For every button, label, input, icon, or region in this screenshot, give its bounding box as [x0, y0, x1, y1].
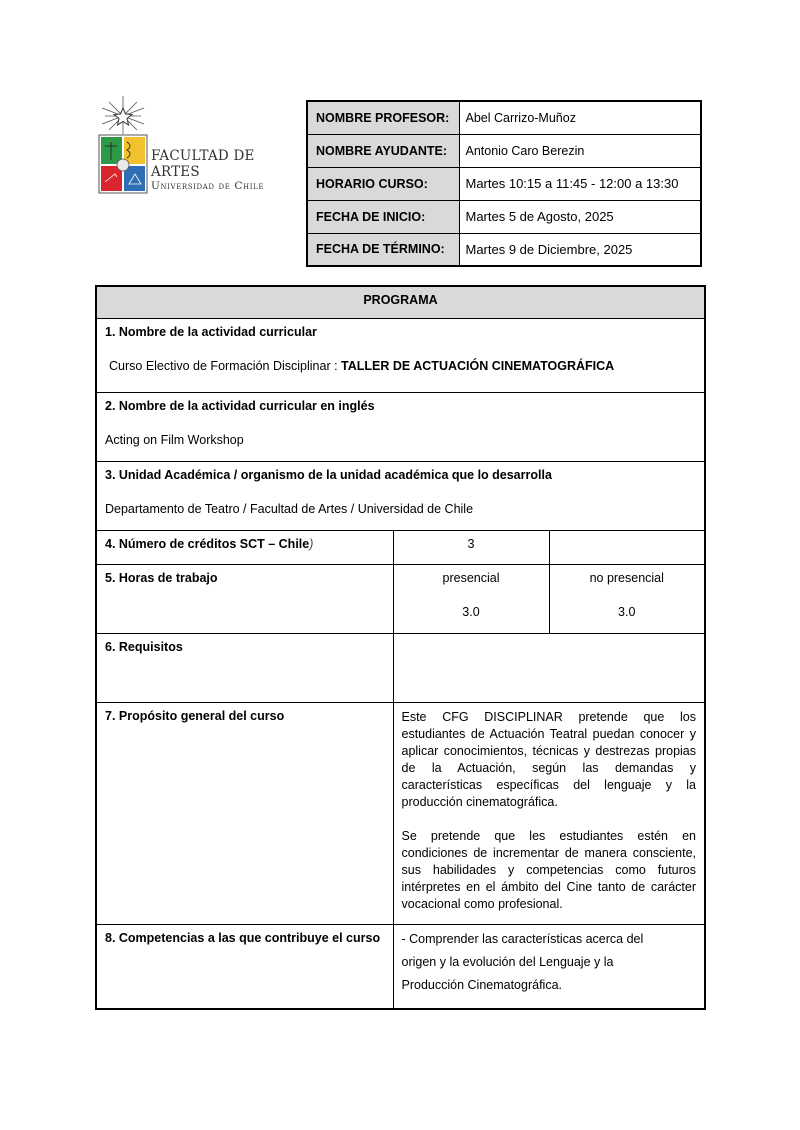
info-label: FECHA DE INICIO:	[307, 200, 459, 233]
course-purpose-cell	[393, 702, 705, 924]
course-name: TALLER DE ACTUACIÓN CINEMATOGRÁFICA	[341, 358, 615, 373]
section-1-cell	[96, 318, 705, 392]
faculty-logo	[97, 96, 297, 196]
hours-presencial-value: 3.0	[462, 604, 480, 619]
info-label: NOMBRE PROFESOR:	[307, 101, 459, 134]
info-label: FECHA DE TÉRMINO:	[307, 233, 459, 266]
programa-table	[95, 285, 706, 1010]
section-1-body	[105, 358, 696, 375]
section-3-title: 3. Unidad Académica / organismo de la unidad académica que lo desarrolla	[105, 467, 552, 482]
hours-no-presencial-value: 3.0	[618, 604, 636, 619]
section-8-title: 8. Competencias a las que contribuye el curso	[96, 924, 393, 1009]
section-1-prefix: Curso Electivo de Formación Disciplinar :	[109, 358, 342, 373]
info-value: Martes 9 de Diciembre, 2025	[459, 233, 701, 266]
section-6-row	[96, 633, 705, 702]
logo-faculty-name: FACULTAD DE ARTES	[151, 148, 255, 180]
programa-header-row	[96, 286, 705, 318]
course-info-table	[306, 100, 702, 267]
section-8-row	[96, 924, 705, 1009]
section-4-title: 4. Número de créditos SCT – Chile	[105, 536, 310, 551]
section-4-row	[96, 530, 705, 564]
hours-no-presencial-label: no presencial	[589, 570, 664, 585]
academic-unit: Departamento de Teatro / Facultad de Artes / Universidad de Chile	[105, 501, 474, 516]
credits-extra	[549, 530, 705, 564]
info-value: Martes 5 de Agosto, 2025	[459, 200, 701, 233]
info-row-start-date	[307, 200, 701, 233]
info-row-schedule	[307, 167, 701, 200]
section-1-row	[96, 318, 705, 392]
university-crest-icon	[97, 96, 149, 196]
section-3-cell	[96, 461, 705, 530]
logo-university-name: Universidad de Chile	[151, 180, 265, 192]
section-1-title: 1. Nombre de la actividad curricular	[105, 324, 317, 339]
hours-no-presencial-cell	[549, 564, 705, 633]
section-4-title-cell	[96, 530, 393, 564]
info-label: NOMBRE AYUDANTE:	[307, 134, 459, 167]
course-purpose-paragraph-1: Este CFG DISCIPLINAR pretende que los estudiantes de Actuación Teatral puedan conocer y aplicar conocimientos, técnicas y destrezas propias de la Actuación, según las demandas y características específicas del lenguaje y la producción cinematográfica.	[401, 709, 696, 809]
programa-title: PROGRAMA	[96, 286, 705, 318]
credits-value: 3	[393, 530, 549, 564]
hours-presencial-label: presencial	[442, 570, 500, 585]
section-5-title: 5. Horas de trabajo	[96, 564, 393, 633]
section-3-row	[96, 461, 705, 530]
info-value: Martes 10:15 a 11:45 - 12:00 a 13:30	[459, 167, 701, 200]
info-label: HORARIO CURSO:	[307, 167, 459, 200]
section-2-cell	[96, 392, 705, 461]
info-value: Abel Carrizo-Muñoz	[459, 101, 701, 134]
logo-wordmark	[151, 148, 297, 193]
section-7-row	[96, 702, 705, 924]
course-name-english: Acting on Film Workshop	[105, 432, 244, 447]
info-row-assistant	[307, 134, 701, 167]
section-2-row	[96, 392, 705, 461]
hours-presencial-cell	[393, 564, 549, 633]
section-6-title: 6. Requisitos	[96, 633, 393, 702]
requirements-value	[393, 633, 705, 702]
info-value: Antonio Caro Berezin	[459, 134, 701, 167]
course-purpose-paragraph-2: Se pretende que les estudiantes estén en condiciones de incrementar de manera consciente, sus habilidades y competencias como futuros intérpretes en el ámbito del Cine tanto de carácter vocacional como profesional.	[401, 828, 696, 911]
info-row-professor	[307, 101, 701, 134]
section-2-title: 2. Nombre de la actividad curricular en inglés	[105, 398, 375, 413]
section-7-title: 7. Propósito general del curso	[96, 702, 393, 924]
section-4-title-suffix: )	[309, 536, 314, 551]
info-row-end-date	[307, 233, 701, 266]
section-5-row	[96, 564, 705, 633]
competencies-value: - Comprender las características acerca del origen y la evolución del Lenguaje y la Producción Cinematográfica.	[393, 924, 705, 1009]
